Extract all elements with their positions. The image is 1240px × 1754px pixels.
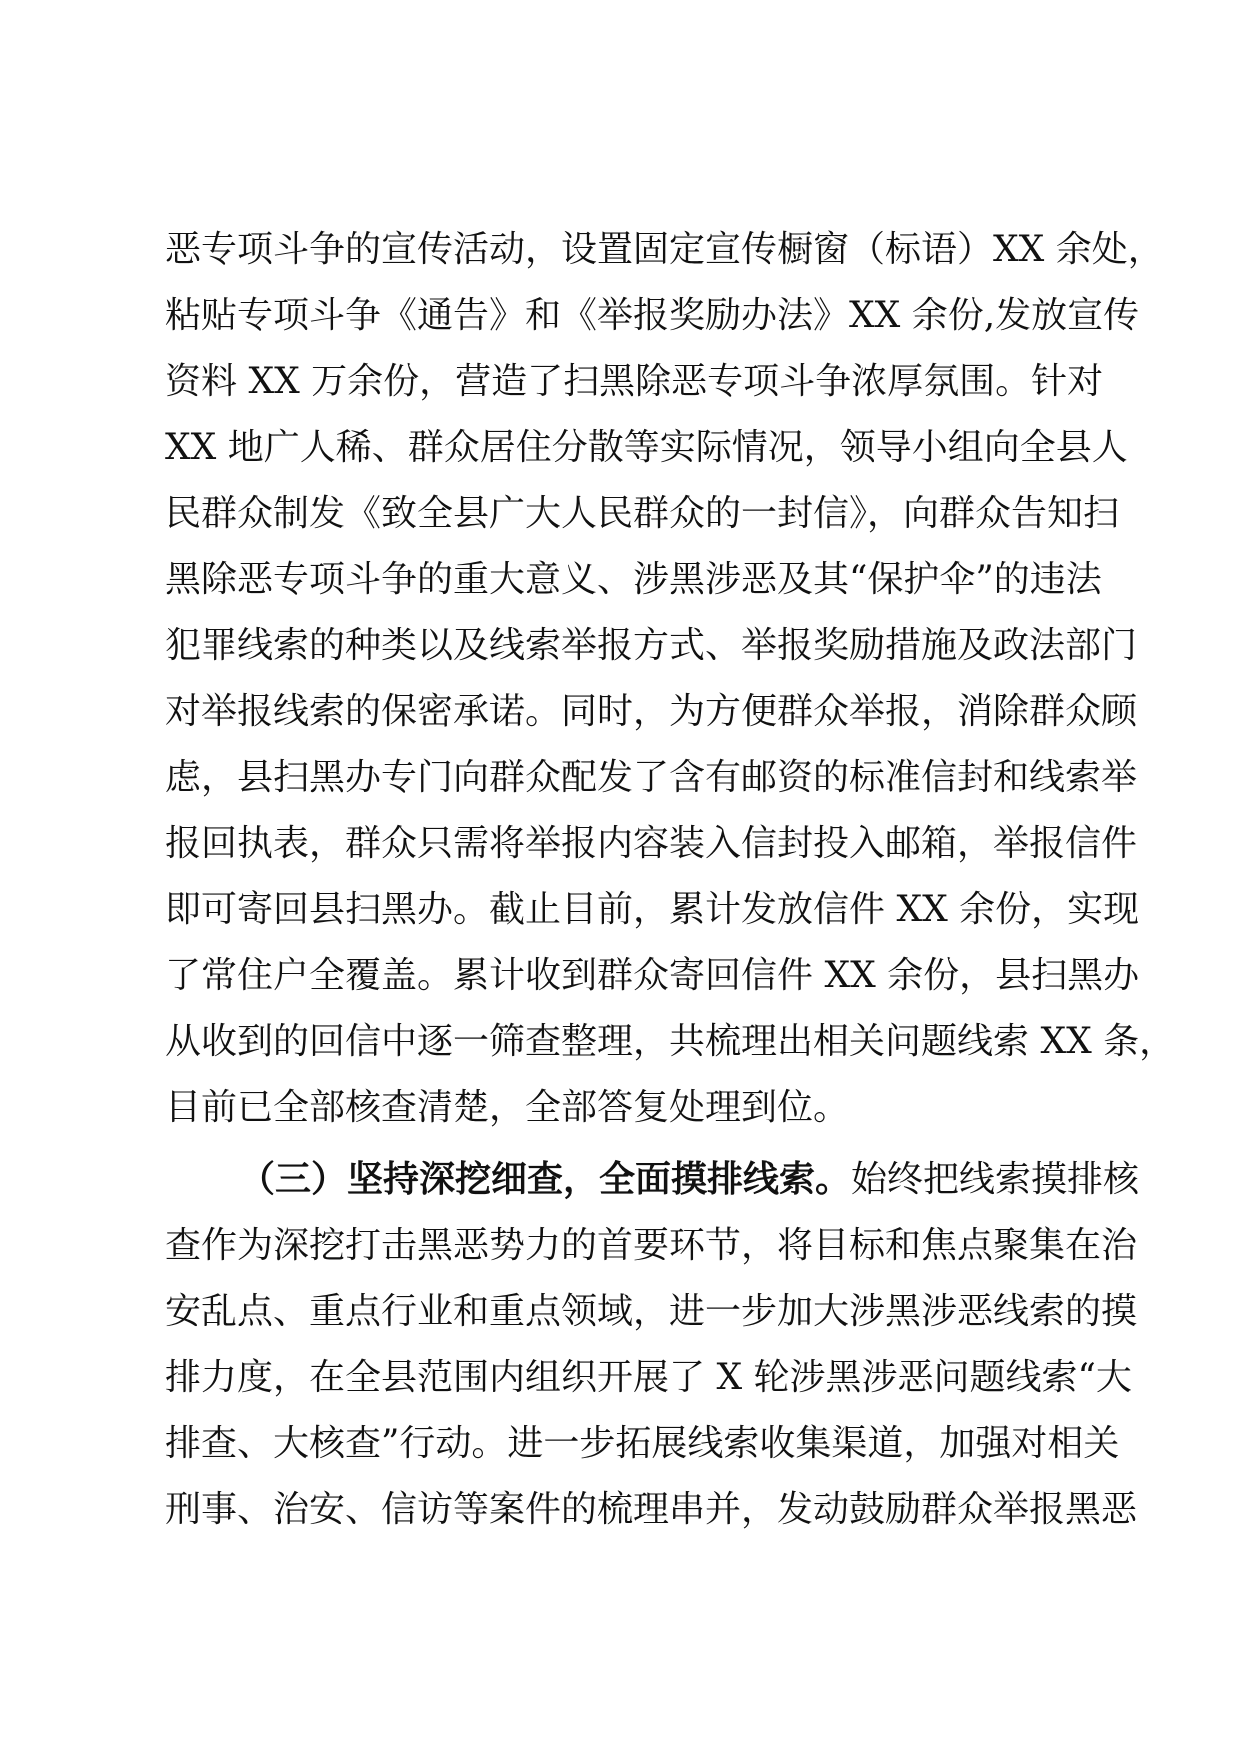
text-line: 排查、大核查”行动。进一步拓展线索收集渠道，加强对相关 <box>165 1423 1120 1464</box>
text-line: 虑，县扫黑办专门向群众配发了含有邮资的标准信封和线索举 <box>165 757 1138 798</box>
text-line: 安乱点、重点行业和重点领域，进一步加大涉黑涉恶线索的摸 <box>165 1291 1138 1332</box>
text-line: 查作为深挖打击黑恶势力的首要环节，将目标和焦点聚集在治 <box>165 1225 1138 1266</box>
text-line: 恶专项斗争的宣传活动，设置固定宣传橱窗（标语）XX 余处， <box>165 229 1164 270</box>
paragraph-publicity <box>165 217 1176 1141</box>
text-line: 报回执表，群众只需将举报内容装入信封投入邮箱，举报信件 <box>165 823 1138 864</box>
text-line: 对举报线索的保密承诺。同时，为方便群众举报，消除群众顾 <box>165 691 1138 732</box>
text-line: 目前已全部核查清楚，全部答复处理到位。 <box>165 1087 850 1128</box>
section-heading-continuation: 始终把线索摸排核 <box>851 1159 1140 1200</box>
text-line: 黑除恶专项斗争的重大意义、涉黑涉恶及其“保护伞”的违法 <box>165 559 1102 600</box>
text-line: 犯罪线索的种类以及线索举报方式、举报奖励措施及政法部门 <box>165 625 1138 666</box>
text-line: 粘贴专项斗争《通告》和《举报奖励办法》XX 余份,发放宣传 <box>165 295 1140 336</box>
text-line: 民群众制发《致全县广大人民群众的一封信》，向群众告知扫 <box>165 493 1120 534</box>
text-line: 资料 XX 万余份，营造了扫黑除恶专项斗争浓厚氛围。针对 <box>165 361 1104 402</box>
text-line: 从收到的回信中逐一筛查整理，共梳理出相关问题线索 XX 条， <box>165 1021 1176 1062</box>
paragraph-clue-investigation <box>165 1147 1140 1543</box>
text-line: 即可寄回县扫黑办。截止目前，累计发放信件 XX 余份，实现 <box>165 889 1140 930</box>
text-line: 了常住户全覆盖。累计收到群众寄回信件 XX 余份，县扫黑办 <box>165 955 1140 996</box>
text-line: 排力度，在全县范围内组织开展了 X 轮涉黑涉恶问题线索“大 <box>165 1357 1132 1398</box>
text-line: 刑事、治安、信访等案件的梳理串并，发动鼓励群众举报黑恶 <box>165 1489 1138 1530</box>
section-heading: （三）坚持深挖细查，全面摸排线索。 <box>239 1159 852 1200</box>
text-line: XX 地广人稀、群众居住分散等实际情况，领导小组向全县人 <box>165 427 1128 468</box>
section-first-line <box>165 1147 1140 1213</box>
